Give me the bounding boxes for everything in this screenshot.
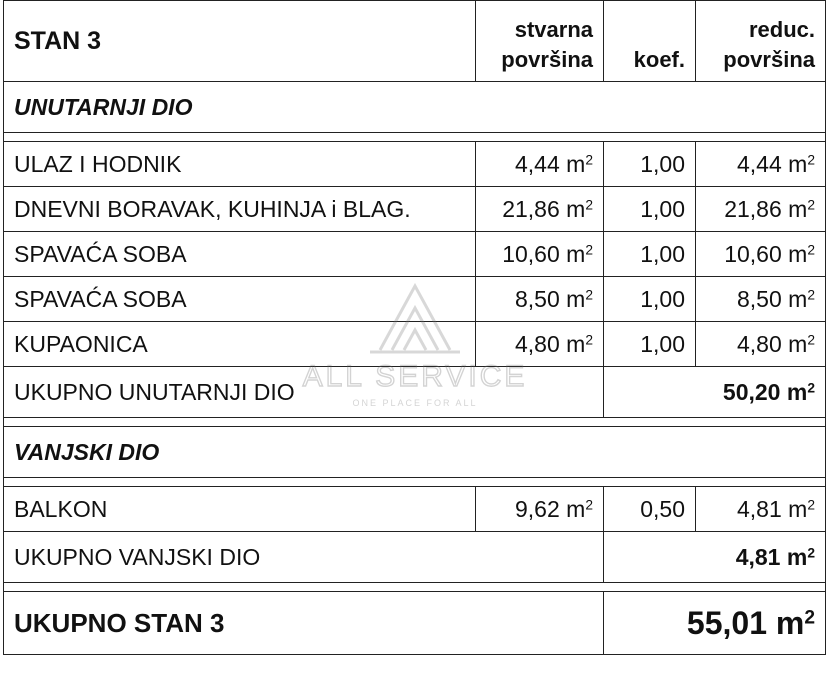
section-title: UNUTARNJI DIO <box>4 82 826 133</box>
reduced-area: 21,86 $m^2$ <box>696 187 826 232</box>
table-row <box>4 232 826 277</box>
external-total-value: 4,81 $m^2$ <box>604 532 826 583</box>
coefficient: 1,00 <box>604 322 696 367</box>
internal-total-value: 50,20 $m^2$ <box>604 367 826 418</box>
room-name: SPAVAĆA SOBA <box>4 277 476 322</box>
actual-area: 4,44 $m^2$ <box>476 142 604 187</box>
watermark-brand: ALL SERVICE <box>302 360 528 393</box>
room-name: BALKON <box>4 487 476 532</box>
coefficient: 0,50 <box>604 487 696 532</box>
coefficient: 1,00 <box>604 142 696 187</box>
table-row <box>4 277 826 322</box>
section-external <box>4 427 826 478</box>
actual-area: 9,62 $m^2$ <box>476 487 604 532</box>
col-coefficient: koef. <box>604 1 696 82</box>
internal-total-label: UKUPNO UNUTARNJI DIO <box>4 367 604 418</box>
coefficient: 1,00 <box>604 277 696 322</box>
actual-area: 8,50 $m^2$ <box>476 277 604 322</box>
spacer-row <box>4 418 826 427</box>
table-row <box>4 487 826 532</box>
coefficient: 1,00 <box>604 232 696 277</box>
header-row <box>4 1 826 82</box>
room-name: KUPAONICA <box>4 322 476 367</box>
col-reduced-area: reduc. površina <box>696 1 826 82</box>
internal-total-row <box>4 367 826 418</box>
table-row <box>4 322 826 367</box>
actual-area: 4,80 $m^2$ <box>476 322 604 367</box>
reduced-area: 4,80 $m^2$ <box>696 322 826 367</box>
reduced-area: 4,81 $m^2$ <box>696 487 826 532</box>
apartment-title: STAN 3 <box>4 1 476 82</box>
reduced-area: 10,60 $m^2$ <box>696 232 826 277</box>
reduced-area: 8,50 $m^2$ <box>696 277 826 322</box>
room-name: ULAZ I HODNIK <box>4 142 476 187</box>
reduced-area: 4,44 $m^2$ <box>696 142 826 187</box>
area-table <box>3 0 826 655</box>
section-internal <box>4 82 826 133</box>
table-row <box>4 187 826 232</box>
grand-total-value: 55,01 $m^2$ <box>604 592 826 655</box>
actual-area: 21,86 $m^2$ <box>476 187 604 232</box>
room-name: DNEVNI BORAVAK, KUHINJA i BLAG. <box>4 187 476 232</box>
grand-total-label: UKUPNO STAN 3 <box>4 592 604 655</box>
col-actual-area: stvarna površina <box>476 1 604 82</box>
watermark-tagline: ONE PLACE FOR ALL <box>352 398 478 408</box>
coefficient: 1,00 <box>604 187 696 232</box>
table-row <box>4 142 826 187</box>
spacer-row <box>4 478 826 487</box>
actual-area: 10,60 $m^2$ <box>476 232 604 277</box>
external-total-row <box>4 532 826 583</box>
section-title: VANJSKI DIO <box>4 427 826 478</box>
room-name: SPAVAĆA SOBA <box>4 232 476 277</box>
spacer-row <box>4 583 826 592</box>
grand-total-row <box>4 592 826 655</box>
spacer-row <box>4 133 826 142</box>
external-total-label: UKUPNO VANJSKI DIO <box>4 532 604 583</box>
